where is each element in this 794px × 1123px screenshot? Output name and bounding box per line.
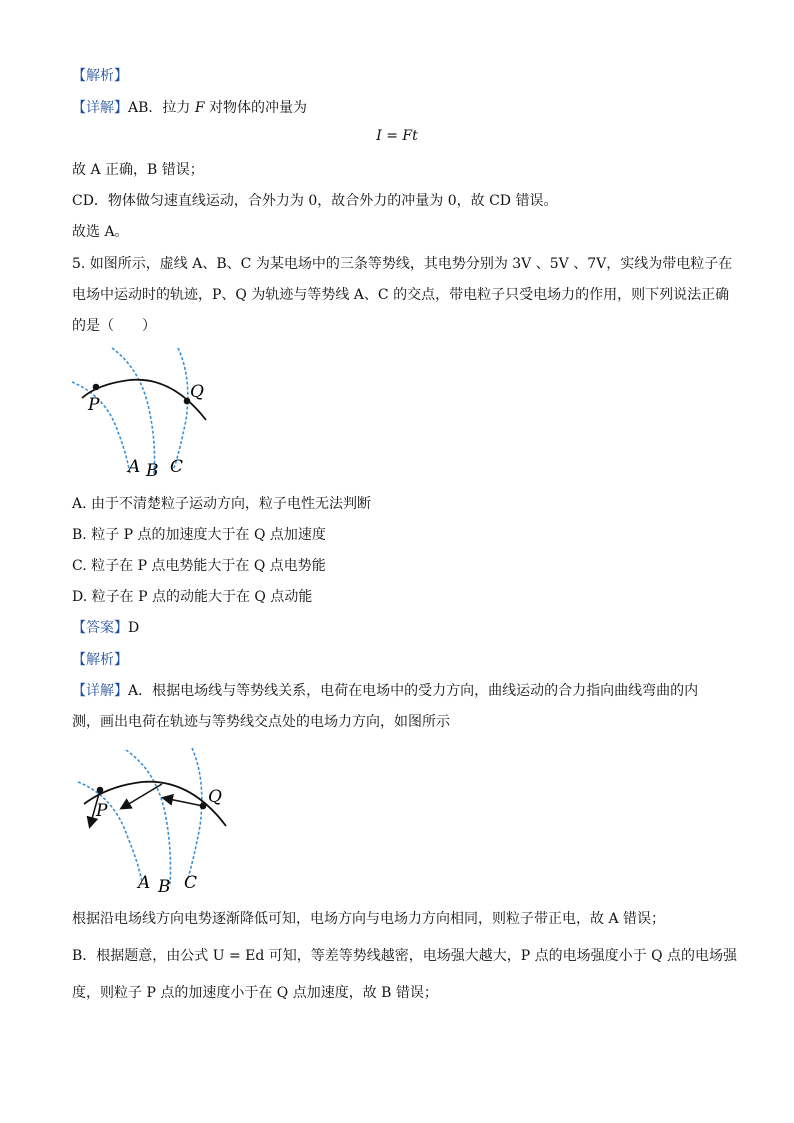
option-a: A. 由于不清楚粒子运动方向，粒子电性无法判断 — [72, 496, 372, 512]
answer-line — [72, 618, 139, 638]
label-q-2: Q — [208, 787, 222, 807]
detail-tag-2: 【详解】 — [72, 683, 128, 699]
label-a: A — [128, 457, 141, 477]
detail1-var: F — [194, 100, 205, 116]
label-b: B — [146, 461, 159, 481]
detail-tag-1: 【详解】 — [72, 100, 128, 116]
equipotential-b — [112, 348, 155, 474]
jiexi-heading-1: 【解析】 — [72, 68, 128, 84]
b-explanation-2: 度，则粒子 P 点的加速度小于在 Q 点加速度，故 B 错误； — [72, 985, 438, 1001]
question5-line-3: 的是（ ） — [72, 318, 156, 334]
b-explanation-1: B．根据题意，由公式 U = Ed 可知，等差等势线越密，电场强大越大，P 点的电场强度小于 Q 点的电场强 — [72, 948, 738, 964]
equipotential-a — [72, 382, 130, 474]
detail1-text-b: 对物体的冲量为 — [204, 100, 308, 116]
option-c: C. 粒子在 P 点电势能大于在 Q 点电势能 — [72, 558, 326, 574]
label-q: Q — [190, 382, 204, 402]
label-a-2: A — [138, 873, 151, 893]
equipotential-c — [174, 348, 188, 468]
label-c: C — [170, 457, 184, 477]
force-arrow-q — [164, 798, 203, 806]
force-arrow-mid — [122, 784, 162, 808]
question5-line-2: 电场中运动时的轨迹，P、Q 为轨迹与等势线 A、C 的交点，带电粒子只受电场力的作用，则下列说法正确 — [72, 287, 730, 303]
figure-equipotential-1 — [64, 340, 234, 485]
detail1-text-a: AB．拉力 — [128, 100, 195, 116]
figure-equipotential-2 — [72, 740, 252, 895]
label-p-2: P — [96, 801, 108, 821]
option-b: B. 粒子 P 点的加速度大于在 Q 点加速度 — [72, 527, 326, 543]
detail-line-2b: 测，画出电荷在轨迹与等势线交点处的电场力方向，如图所示 — [72, 714, 450, 730]
cd-explanation: CD．物体做匀速直线运动，合外力为 0，故合外力的冲量为 0，故 CD 错误。 — [72, 193, 558, 209]
point-p — [93, 384, 100, 391]
detail2-text-1: A．根据电场线与等势线关系，电荷在电场中的受力方向，曲线运动的合力指向曲线弯曲的内 — [128, 683, 699, 699]
equipotential-b-2 — [126, 750, 171, 884]
question5-line-1: 5. 如图所示，虚线 A、B、C 为某电场中的三条等势线，其电势分别为 3V 、5V 、7V，实线为带电粒子在 — [72, 256, 733, 272]
jiexi-heading-2: 【解析】 — [72, 652, 128, 668]
option-d: D. 粒子在 P 点的动能大于在 Q 点动能 — [72, 589, 313, 605]
choose-line: 故选 A。 — [72, 224, 129, 240]
label-b-2: B — [158, 877, 171, 895]
conclusion-a-wrong: 根据沿电场线方向电势逐渐降低可知，电场方向与电场力方向相同，则粒子带正电，故 A 错误； — [72, 911, 666, 927]
conclusion-a-correct: 故 A 正确，B 错误； — [72, 162, 204, 178]
answer-value: D — [128, 620, 140, 636]
label-p: P — [88, 395, 100, 415]
answer-tag: 【答案】 — [72, 620, 128, 636]
formula: I = Ft — [376, 128, 418, 144]
equipotential-c-2 — [188, 748, 202, 878]
detail-line-2 — [72, 681, 698, 701]
label-c-2: C — [184, 873, 198, 893]
detail-line-1 — [72, 98, 307, 118]
equipotential-a-2 — [78, 782, 142, 882]
